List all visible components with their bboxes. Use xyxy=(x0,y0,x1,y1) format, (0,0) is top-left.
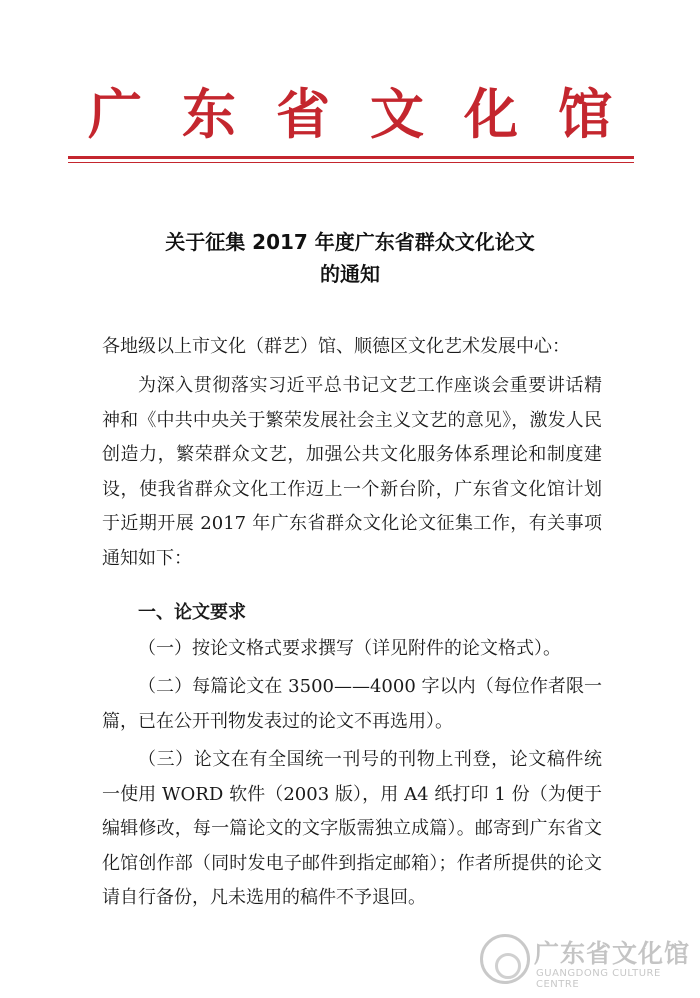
watermark-name: 广东省文化馆 xyxy=(534,939,691,968)
watermark-english: GUANGDONG CULTURE CENTRE xyxy=(536,968,661,990)
requirement-item-3: （三）论文在有全国统一刊号的刊物上刊登，论文稿件统一使用 WORD 软件（2003 版），用 A4 纸打印 1 份（为便于编辑修改，每一篇论文的文字版需独立成篇）。邮寄到广东省文化馆创作部（同时发电子邮件到指定邮箱）；作者所提供的论文请自行备份，凡未选用的稿件不予退回。 xyxy=(102,749,602,908)
salutation: 各地级以上市文化（群艺）馆、顺德区文化艺术发展中心： xyxy=(102,336,570,357)
requirement-item-1: （一）按论文格式要求撰写（详见附件的论文格式）。 xyxy=(138,638,561,659)
notice-title-line1: 关于征集 2017 年度广东省群众文化论文 xyxy=(165,230,535,254)
logo-inner-ring xyxy=(495,953,521,979)
section-heading: 一、论文要求 xyxy=(138,602,246,623)
letterhead-title: 广东省文化馆 xyxy=(88,82,652,146)
intro-paragraph: 为深入贯彻落实习近平总书记文艺工作座谈会重要讲话精神和《中共中央关于繁荣发展社会主义文艺的意见》，激发人民创造力，繁荣群众文艺，加强公共文化服务体系理论和制度建设，使我省群众文化工作迈上一个新台阶，广东省文化馆计划于近期开展 2017 年广东省群众文化论文征集工作，有关事项通知如下： xyxy=(102,375,602,569)
notice-title-line2: 的通知 xyxy=(320,262,380,286)
requirement-item-2: （二）每篇论文在 3500——4000 字以内（每位作者限一篇，已在公开刊物发表过的论文不再选用）。 xyxy=(102,676,602,732)
letterhead-rule-thick xyxy=(68,156,634,159)
watermark xyxy=(480,930,690,990)
logo-circle-icon xyxy=(480,934,530,984)
letterhead-rule-thin xyxy=(68,162,634,163)
